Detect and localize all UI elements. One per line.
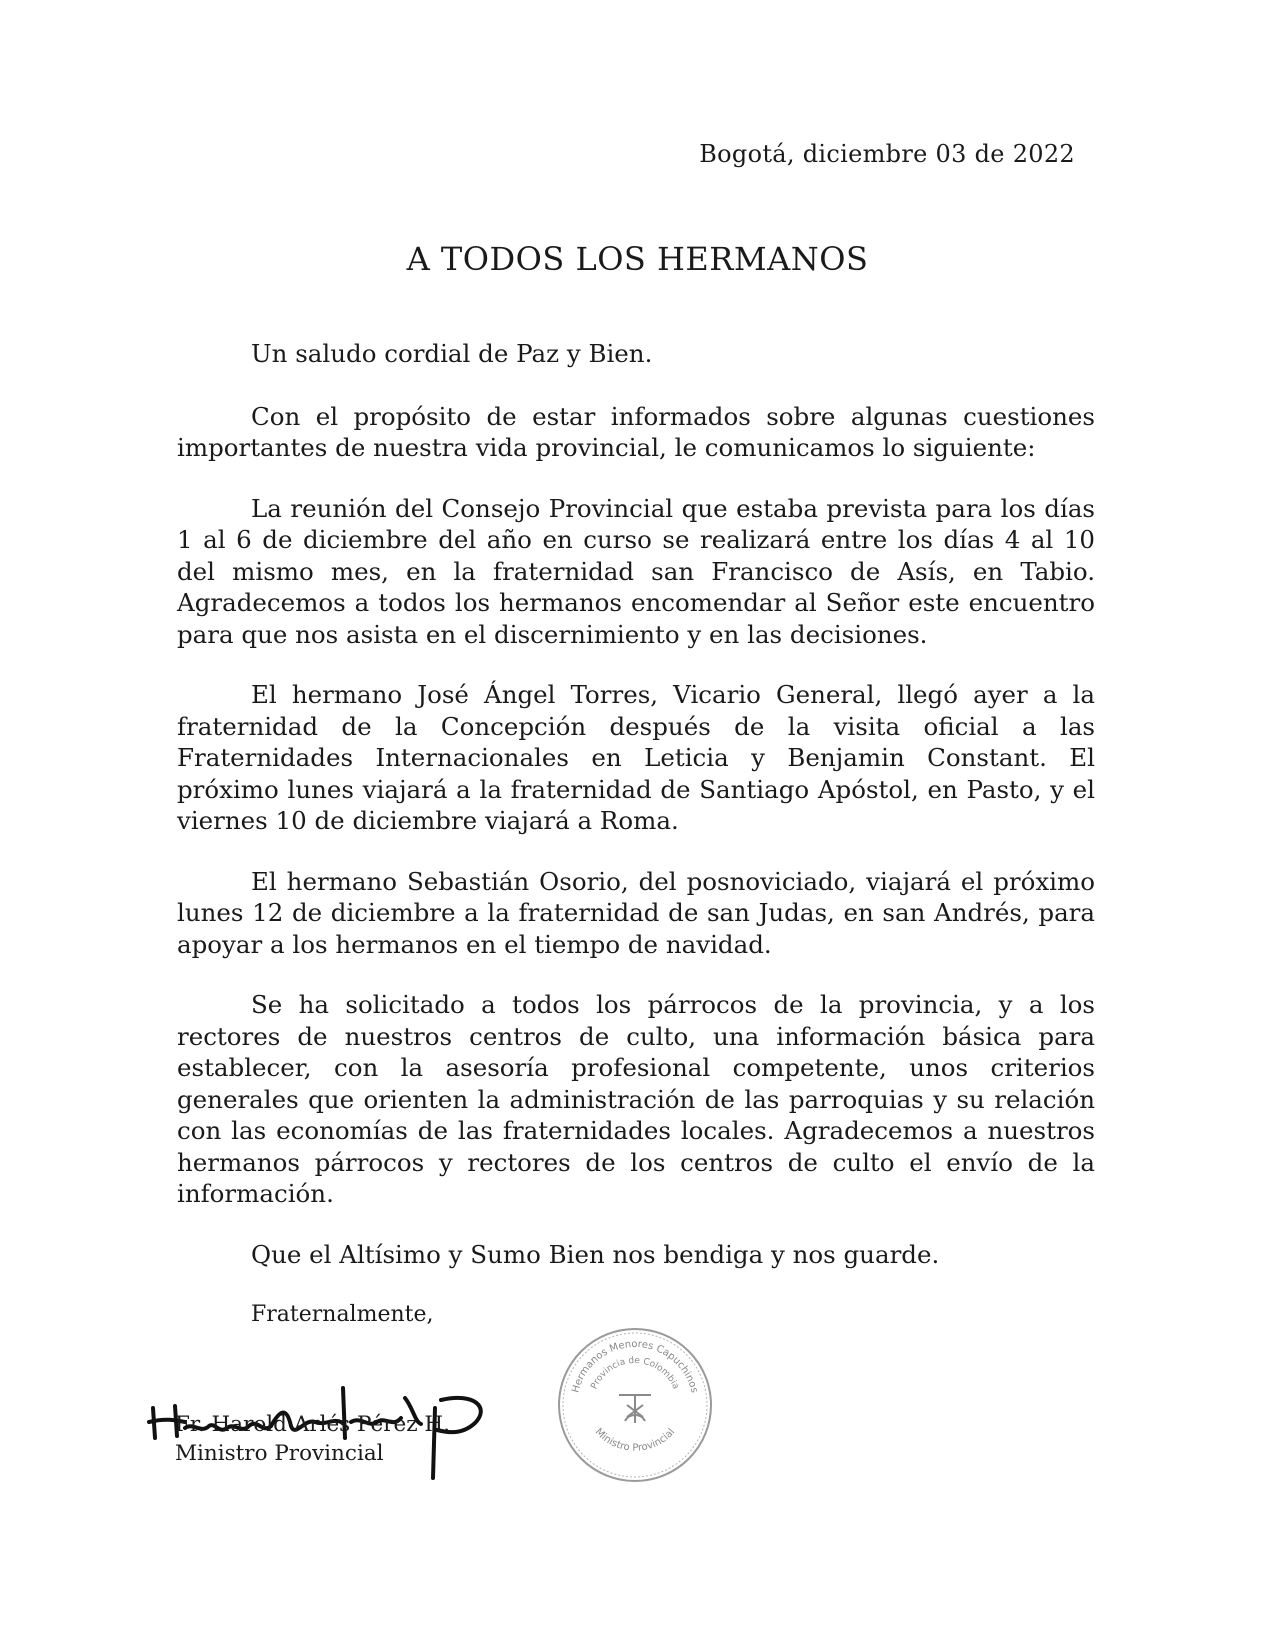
letter-date: Bogotá, diciembre 03 de 2022 bbox=[699, 140, 1075, 168]
greeting-paragraph: Un saludo cordial de Paz y Bien. bbox=[251, 339, 653, 368]
body-paragraph: Se ha solicitado a todos los párrocos de la provincia, y a los rectores de nuestros centros de culto, una información básica para establecer, con la asesoría profesional competente, unos criterios generales que orienten la administración de las parroquias y su relación con las economías de las fraternidades locales. Agradecemos a nuestros hermanos párrocos y rectores de los centros de culto el envío de la información. bbox=[177, 990, 1095, 1208]
signatory-role: Ministro Provincial bbox=[175, 1441, 384, 1466]
body-paragraph: El hermano Sebastián Osorio, del posnoviciado, viajará el próximo lunes 12 de diciembre a la fraternidad de san Judas, en san Andrés, para apoyar a los hermanos en el tiempo de navidad. bbox=[177, 866, 1095, 959]
svg-text:Ministro Provincial: Ministro Provincial bbox=[592, 1426, 678, 1454]
body-paragraph: Con el propósito de estar informados sobre algunas cuestiones importantes de nuestra vida provincial, le comunicamos lo siguiente: bbox=[177, 401, 1095, 462]
body-paragraph: El hermano José Ángel Torres, Vicario General, llegó ayer a la fraternidad de la Concepción después de la visita oficial a las Fraternidades Internacionales en Leticia y Benjamin Constant. El próximo lunes viajará a la fraternidad de Santiago Apóstol, en Pasto, y el viernes 10 de diciembre viajará a Roma. bbox=[177, 680, 1095, 835]
official-seal bbox=[555, 1325, 715, 1485]
closing-line: Fraternalmente, bbox=[251, 1302, 434, 1327]
signature-block bbox=[175, 1410, 450, 1468]
letter-body bbox=[177, 338, 1095, 1331]
body-paragraph: La reunión del Consejo Provincial que estaba prevista para los días 1 al 6 de diciembre del año en curso se realizará entre los días 4 al 10 del mismo mes, en la fraternidad san Francisco de Asís, en Tabio. Agradecemos a todos los hermanos encomendar al Señor este encuentro para que nos asista en el discernimiento y en las decisiones. bbox=[177, 493, 1095, 649]
blessing-paragraph: Que el Altísimo y Sumo Bien nos bendiga y nos guarde. bbox=[251, 1239, 940, 1269]
letter-title: A TODOS LOS HERMANOS bbox=[406, 240, 869, 278]
signatory-name: Fr. Harold Arlés Pérez H. bbox=[175, 1412, 451, 1437]
svg-text:Provincia de Colombia: Provincia de Colombia bbox=[589, 1355, 681, 1391]
svg-text:Hermanos Menores Capuchinos: Hermanos Menores Capuchinos bbox=[570, 1338, 700, 1395]
